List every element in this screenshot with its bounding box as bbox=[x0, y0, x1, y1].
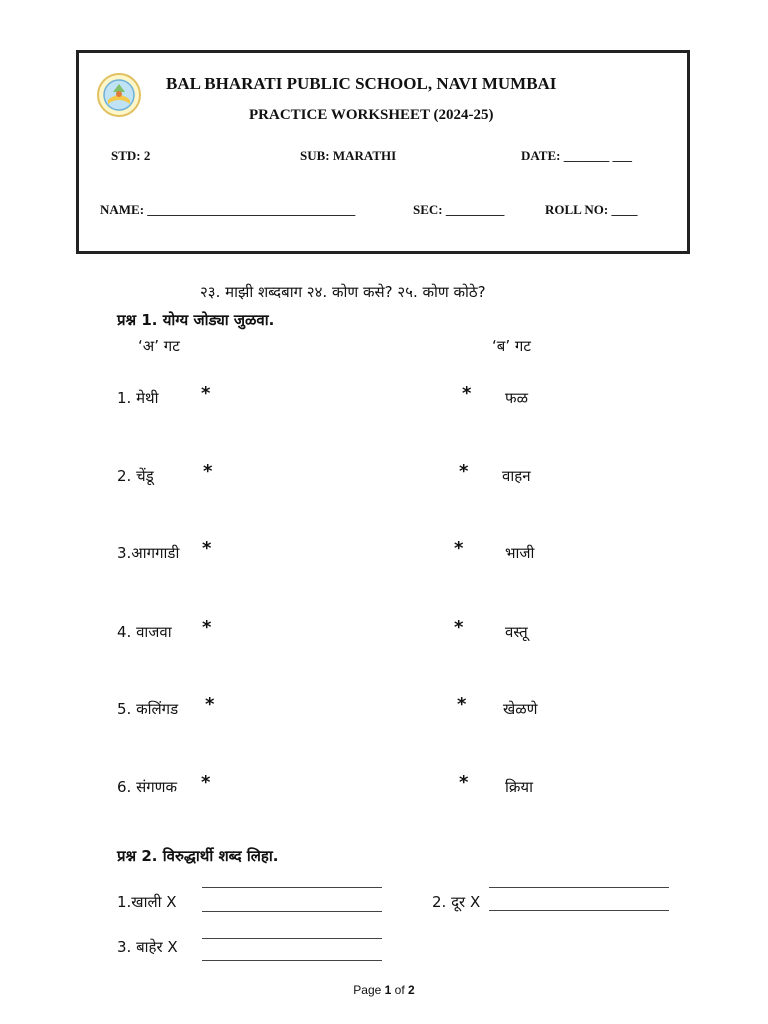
match-right-item: वाहन bbox=[502, 467, 531, 485]
date-field: DATE: _______ ___ bbox=[521, 148, 632, 163]
page-of: of bbox=[391, 983, 409, 997]
match-left-item: 2. चेंडू bbox=[117, 467, 154, 485]
match-left-dot[interactable]: * bbox=[205, 694, 215, 715]
match-left-item: 1. मेथी bbox=[117, 389, 159, 407]
std-field: STD: 2 bbox=[111, 148, 151, 163]
group-b-label: ‘ब’ गट bbox=[492, 337, 531, 355]
match-left-dot[interactable]: * bbox=[203, 461, 213, 482]
match-right-dot[interactable]: * bbox=[459, 461, 469, 482]
answer-line[interactable] bbox=[202, 938, 382, 939]
match-right-dot[interactable]: * bbox=[454, 617, 464, 638]
match-left-item: 3.आगगाडी bbox=[117, 544, 180, 562]
match-right-dot[interactable]: * bbox=[462, 383, 472, 404]
page-current: 1 bbox=[384, 983, 392, 997]
antonym-item: 1.खाली X bbox=[117, 893, 177, 911]
match-left-dot[interactable]: * bbox=[202, 617, 212, 638]
topics-line: २३. माझी शब्दबाग २४. कोण कसे? २५. कोण कोठे? bbox=[200, 283, 486, 301]
antonym-item: 3. बाहेर X bbox=[117, 938, 178, 956]
match-left-item: 4. वाजवा bbox=[117, 623, 172, 641]
answer-line[interactable] bbox=[202, 911, 382, 912]
page-prefix: Page bbox=[353, 983, 385, 997]
question-1-title: प्रश्न 1. योग्य जोड्या जुळवा. bbox=[117, 311, 275, 329]
match-right-dot[interactable]: * bbox=[459, 772, 469, 793]
worksheet-title: PRACTICE WORKSHEET (2024-25) bbox=[249, 107, 494, 123]
answer-line[interactable] bbox=[202, 887, 382, 888]
antonym-item: 2. दूर X bbox=[432, 893, 481, 911]
match-right-item: वस्तू bbox=[505, 623, 528, 641]
match-right-item: भाजी bbox=[505, 544, 535, 562]
page-total: 2 bbox=[408, 983, 415, 997]
match-right-item: खेळणे bbox=[503, 700, 538, 718]
answer-line[interactable] bbox=[489, 887, 669, 888]
question-2-title: प्रश्न 2. विरुद्धार्थी शब्द लिहा. bbox=[117, 847, 279, 865]
answer-line[interactable] bbox=[489, 910, 669, 911]
name-field: NAME: ________________________________ bbox=[100, 202, 356, 217]
match-left-dot[interactable]: * bbox=[201, 383, 211, 404]
subject-field: SUB: MARATHI bbox=[300, 148, 397, 163]
match-right-item: क्रिया bbox=[505, 778, 533, 796]
match-right-dot[interactable]: * bbox=[457, 694, 467, 715]
section-field: SEC: _________ bbox=[413, 202, 505, 217]
roll-no-field: ROLL NO: ____ bbox=[545, 202, 638, 217]
match-left-item: 5. कलिंगड bbox=[117, 700, 179, 718]
school-logo bbox=[96, 72, 142, 118]
match-left-dot[interactable]: * bbox=[201, 772, 211, 793]
answer-line[interactable] bbox=[202, 960, 382, 961]
match-left-item: 6. संगणक bbox=[117, 778, 178, 796]
match-left-dot[interactable]: * bbox=[202, 538, 212, 559]
match-right-dot[interactable]: * bbox=[454, 538, 464, 559]
school-name: BAL BHARATI PUBLIC SCHOOL, NAVI MUMBAI bbox=[166, 74, 557, 93]
match-right-item: फळ bbox=[505, 389, 528, 407]
group-a-label: ‘अ’ गट bbox=[138, 337, 180, 355]
page-indicator bbox=[0, 983, 768, 997]
